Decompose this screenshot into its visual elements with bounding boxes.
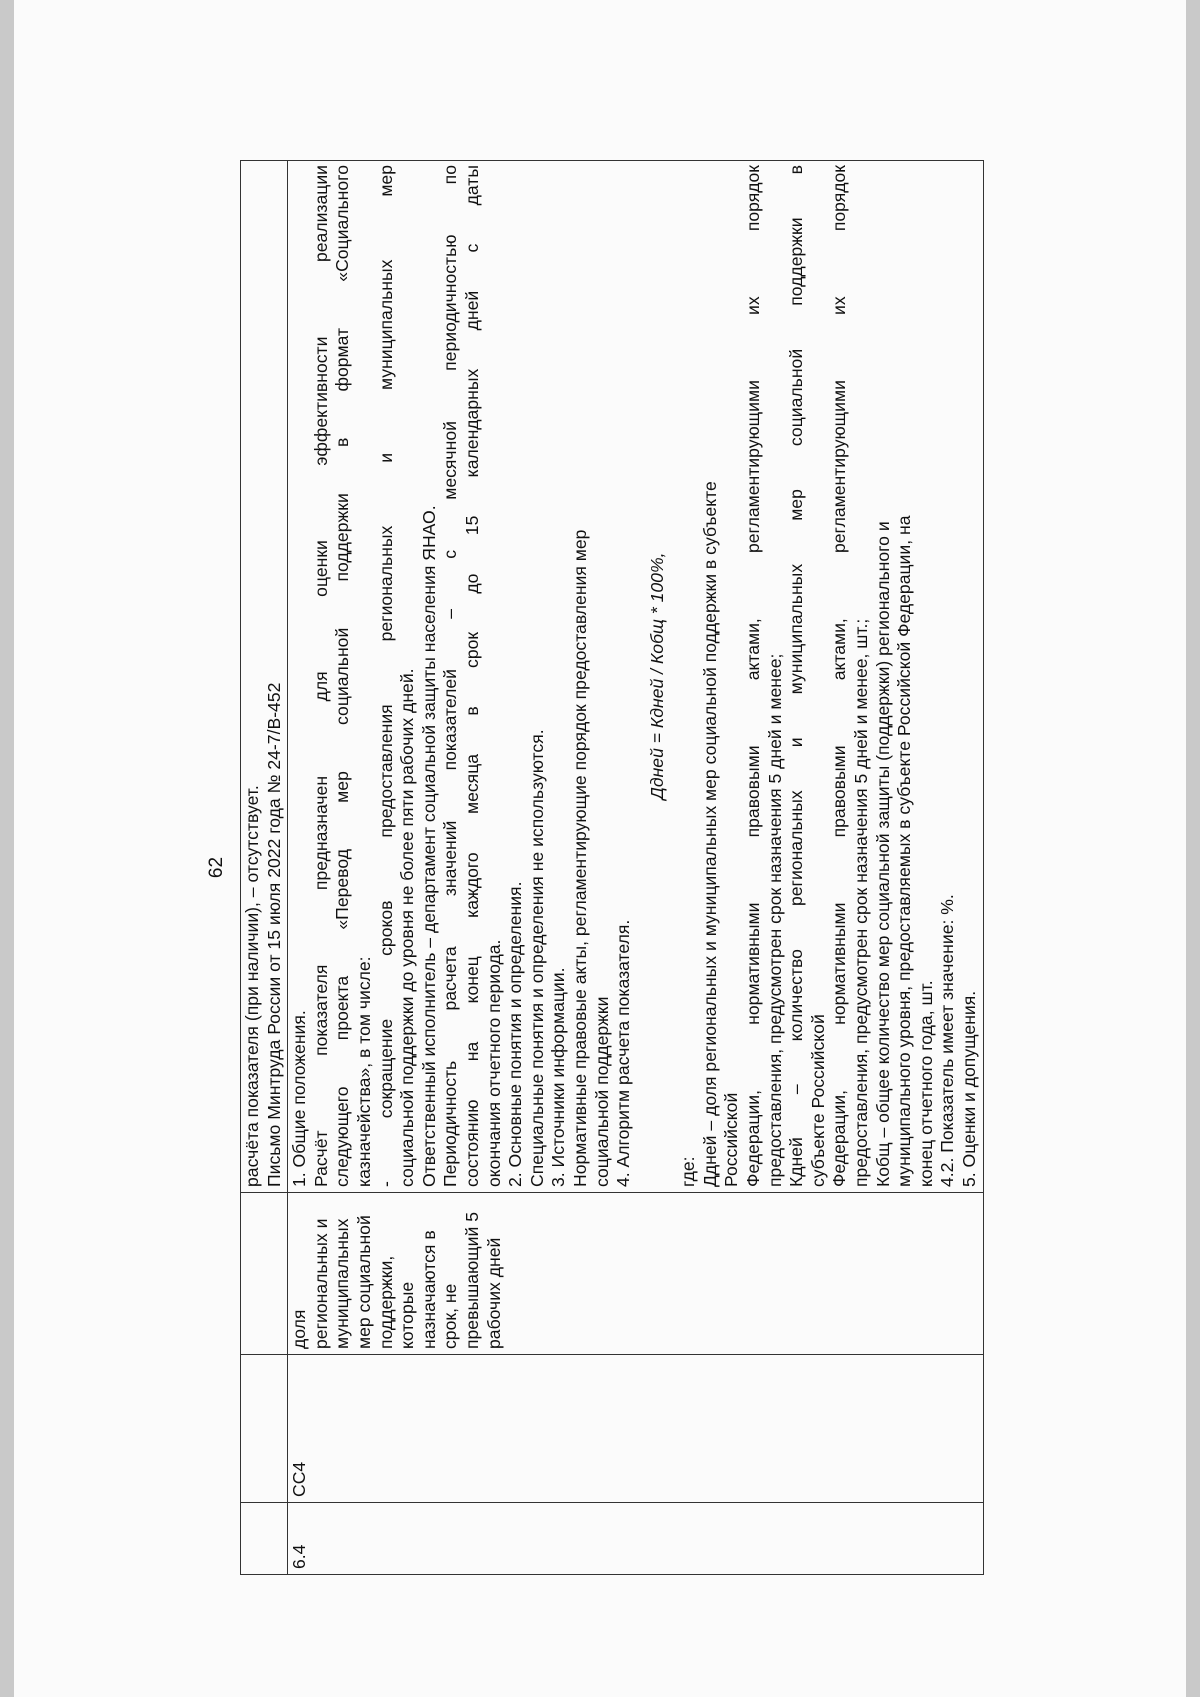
document-page bbox=[14, 0, 1186, 1697]
text-line: казначейства», в том числе: bbox=[353, 956, 374, 1187]
definition-line: Кобщ – общее количество мер социальной защиты (поддержки) регионального и bbox=[872, 521, 893, 1187]
text-line: следующего проекта «Перевод мер социальной поддержки в формат «Социального bbox=[332, 165, 353, 1187]
definition-line: конец отчетного года, шт. bbox=[915, 980, 936, 1187]
table-row-continuation bbox=[241, 161, 288, 1575]
text-line: Письмо Минтруда России от 15 июля 2022 года № 24-7/В-452 bbox=[263, 682, 284, 1187]
rotated-content bbox=[204, 160, 1074, 1575]
text-line: окончания отчетного периода. bbox=[483, 939, 504, 1187]
cell-indicator-code: СС4 bbox=[288, 1355, 983, 1503]
text-line: социальной поддержки bbox=[591, 996, 612, 1187]
definition-line: Федерации, нормативными правовыми актами, регламентирующими их порядок bbox=[829, 165, 850, 1187]
text-line: - сокращение сроков предоставления региональных и муниципальных мер bbox=[375, 165, 396, 1187]
section-title: 1. Общие положения. bbox=[289, 1010, 310, 1187]
section-title: 3. Источники информации. bbox=[548, 967, 569, 1187]
text-line: Ответственный исполнитель – департамент социальной защиты населения ЯНАО. bbox=[418, 505, 439, 1187]
cell-continuation-text bbox=[241, 161, 288, 1193]
definition-line: муниципального уровня, предоставляемых в субъекте Российской Федерации, на bbox=[894, 515, 915, 1187]
text-line: социальной поддержки до уровня не более пяти рабочих дней. bbox=[397, 668, 418, 1187]
cell-empty-number bbox=[241, 1503, 288, 1575]
cell-row-number: 6.4 bbox=[288, 1503, 983, 1575]
section-title: 4. Алгоритм расчета показателя. bbox=[613, 919, 634, 1187]
formula: Ддней = Кдней / Кобщ * 100%, bbox=[646, 552, 667, 800]
text-line: расчёта показателя (при наличии), – отсутствует. bbox=[242, 785, 262, 1187]
indicator-table bbox=[240, 160, 984, 1575]
where-label: где: bbox=[678, 1156, 699, 1187]
section-title: 2. Основные понятия и определения. bbox=[505, 881, 526, 1187]
definition-line: Кдней – количество региональных и муниципальных мер социальной поддержки в bbox=[786, 165, 807, 1187]
definition-line: предоставления, предусмотрен срок назначения 5 дней и менее; bbox=[764, 653, 785, 1187]
text-line: Специальные понятия и определения не используются. bbox=[526, 729, 547, 1187]
definition-line: предоставления, предусмотрен срок назначения 5 дней и менее, шт.; bbox=[851, 618, 872, 1187]
text-line: Расчёт показателя предназначен для оценки эффективности реализации bbox=[310, 165, 331, 1187]
cell-methodology bbox=[288, 161, 983, 1193]
definition-line: Российской bbox=[721, 1092, 742, 1187]
indicator-name: доля региональных и муниципальных мер социальной поддержки, которые назначаются в срок, не превышающий 5 рабочих дней bbox=[289, 1212, 504, 1349]
page-number: 62 bbox=[206, 856, 227, 879]
definition-line: Федерации, нормативными правовыми актами, регламентирующими их порядок bbox=[743, 165, 764, 1187]
text-line: Периодичность расчета значений показателей – с месячной периодичностью по bbox=[440, 165, 461, 1187]
cell-indicator-name bbox=[288, 1193, 983, 1355]
text-line: состоянию на конец каждого месяца в срок до 15 календарных дней с даты bbox=[461, 165, 482, 1187]
cell-empty-code bbox=[241, 1355, 288, 1503]
text-line: Нормативные правовые акты, регламентирующие порядок предоставления мер bbox=[569, 529, 590, 1187]
table-row-indicator bbox=[288, 161, 983, 1575]
section-title: 5. Оценки и допущения. bbox=[959, 990, 979, 1187]
definition-line: субъекте Российской bbox=[807, 1014, 828, 1187]
text-line: 4.2. Показатель имеет значение: %. bbox=[937, 894, 958, 1187]
cell-empty-name bbox=[241, 1193, 288, 1355]
definition-line: Ддней – доля региональных и муниципальных мер социальной поддержки в субъекте bbox=[699, 481, 720, 1187]
